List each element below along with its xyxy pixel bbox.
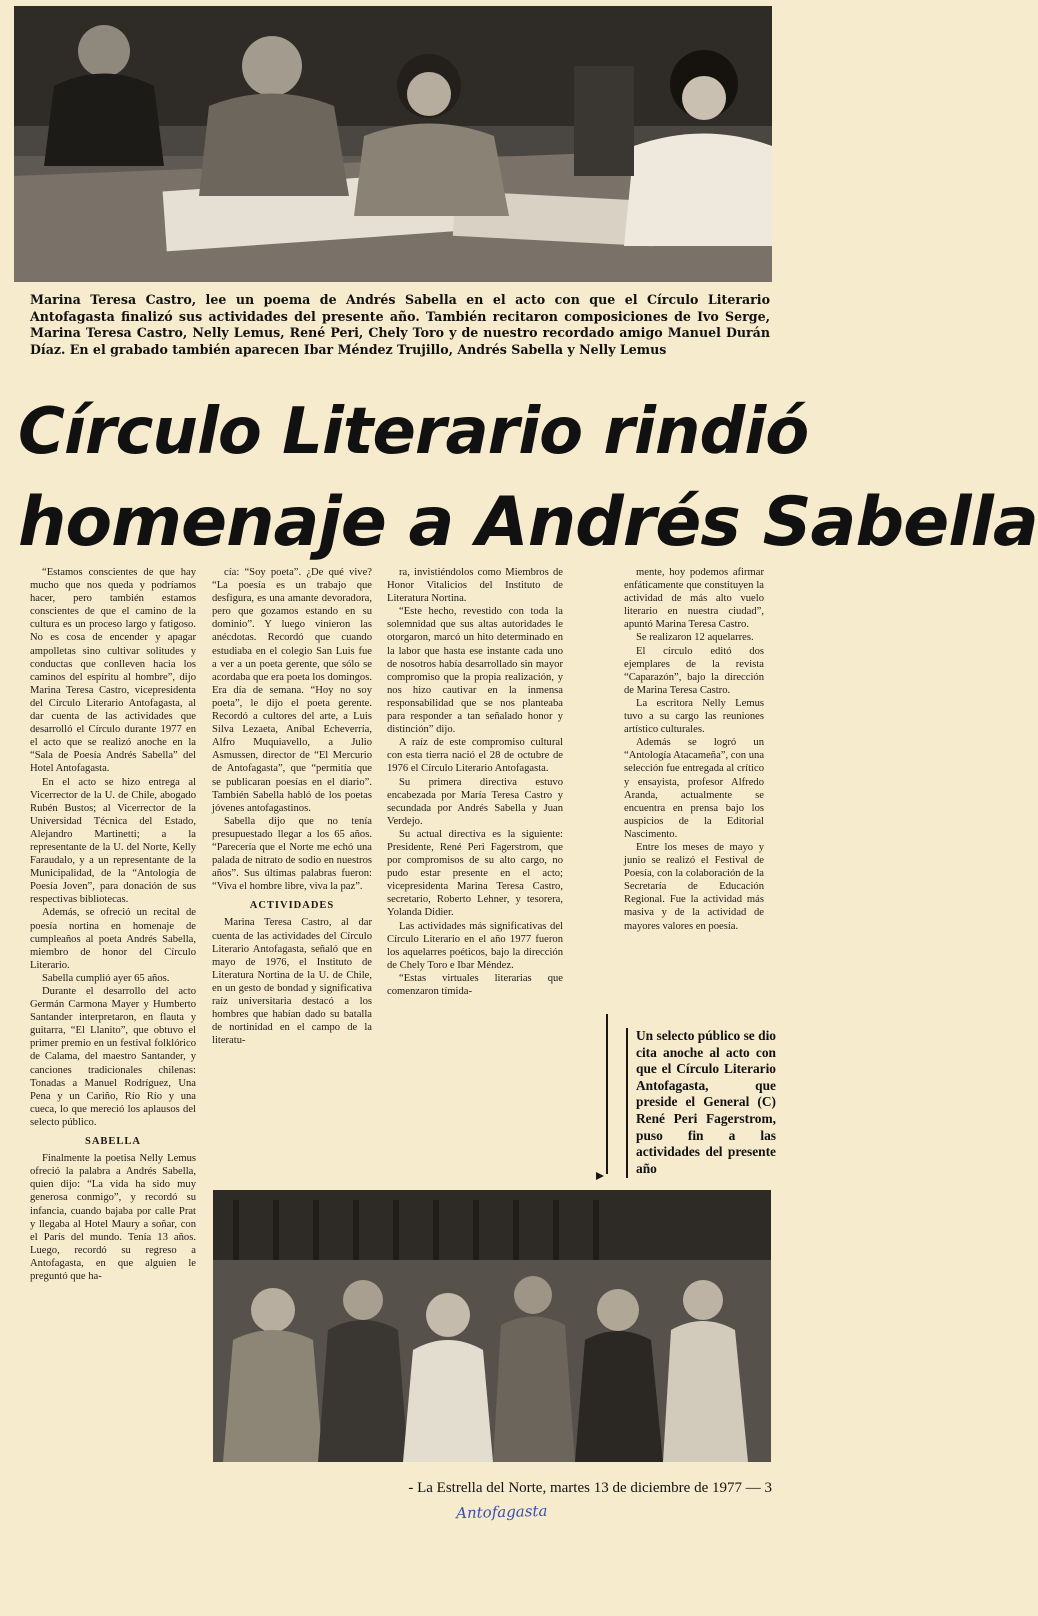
article-column-2: [212, 566, 372, 1182]
paragraph: Las actividades más significativas del Círculo Literario en el año 1977 fueron los aquelarres poéticos, bajo la dirección de Chely Toro e Ibar Méndez.: [387, 920, 563, 971]
paragraph: La escritora Nelly Lemus tuvo a su cargo las reuniones artístico culturales.: [624, 697, 764, 736]
paragraph: Su primera directiva estuvo encabezada por María Teresa Castro y secundada por Andrés Sabella y Juan Verdejo.: [387, 776, 563, 827]
paragraph: “Estas virtuales literarias que comenzaron tímida-: [387, 972, 563, 997]
paragraph: Además, se ofreció un recital de poesía nortina en homenaje de cumpleaños al poeta Andrés Sabella, miembro de honor del Círculo Literario.: [30, 907, 196, 971]
paragraph: Marina Teresa Castro, al dar cuenta de las actividades del Círculo Literario Antofagasta, señaló que en mayo de 1976, el Instituto de Literatura Nortina de la U. de Chile, en un gesto de bondad y significativa raíz universitaria destacó a los hombres que habían dado su batalla de nortinidad en el campo de la literatu-: [212, 917, 372, 1047]
paragraph: mente, hoy podemos afirmar enfáticamente que constituyen la actividad de más alto vuelo literario en nuestra ciudad”, apuntó Marina Teresa Castro.: [624, 567, 764, 631]
subhead-sabella: SABELLA: [84, 1136, 142, 1148]
paragraph: “Este hecho, revestido con toda la solemnidad que sus altas autoridades le otorgaron, marcó un hito determinado en la labor que hasta ese instante cada uno de nosotros había desarrollado sin mayor compromiso que la propia realización, y nos hizo cautivar en la inmensa responsabilidad que se nos planteaba para responder a tan señalado honor y distinción” dijo.: [387, 606, 563, 736]
headline-line-2: homenaje a Andrés Sabella: [18, 483, 1038, 562]
subhead-actividades: ACTIVIDADES: [249, 900, 335, 912]
bottom-photo: [213, 1190, 771, 1462]
bottom-photo-image: [213, 1190, 771, 1462]
newspaper-dateline: - La Estrella del Norte, martes 13 de diciembre de 1977 — 3: [408, 1480, 772, 1496]
paragraph: Su actual directiva es la siguiente: Presidente, René Peri Fagerstrom, que por compromisos de su alto cargo, no pudo estar presente en el acto; vicepresidenta Marina Teresa Castro, secretario, Roberto Lehner, y tesorera, Yolanda Didier.: [387, 828, 563, 919]
top-photo-image: [14, 6, 772, 282]
article-column-1: [30, 566, 196, 1580]
paragraph: En el acto se hizo entrega al Vicerrector de la U. de Chile, abogado Rubén Bustos; al Vicerrector de la Universidad Técnica del Estado, Alejandro Martinetti; a la representante de la U. del Norte, Kelly Faraudalo, y a un representante de la Municipalidad, de la “Antología de Poesía Joven”, para donación de sus respectivas bibliotecas.: [30, 776, 196, 906]
paragraph: Sabella dijo que no tenía presupuestado llegar a los 65 años. “Parecería que el Norte me echó una palada de nitrato de sodio en nuestros años”. Sus últimas palabras fueron: “Viva el hombre libre, viva la paz”.: [212, 815, 372, 893]
handwritten-annotation: Antofagasta: [455, 1501, 548, 1523]
paragraph: Entre los meses de mayo y junio se realizó el Festival de Poesía, con la colaboración de la Secretaría de Educación Regional. Fue la actividad más masiva y de la actividad de mayores valores en poesía.: [624, 841, 764, 932]
top-photo: [14, 6, 772, 282]
article-column-3: [387, 566, 563, 1178]
photo-caption: Marina Teresa Castro, lee un poema de Andrés Sabella en el acto con que el Círculo Literario Antofagasta finalizó sus actividades del presente año. También recitaron composiciones de Ivo Serge, Marina Teresa Castro, Nelly Lemus, René Peri, Chely Toro y de nuestro recordado amigo Manuel Durán Díaz. En el grabado también aparecen Ibar Méndez Trujillo, Andrés Sabella y Nelly Lemus: [30, 292, 770, 357]
article-column-4: [624, 566, 764, 1018]
paragraph: cía: “Soy poeta”. ¿De qué vive? “La poesía es un trabajo que desfigura, es una amante devoradora, pero que gozamos estando en su dominio”. Y luego vinieron las anécdotas. Recordó que cuando estudiaba en el colegio San Luis fue a ver a un poeta gerente, que sólo se acordaba que era poeta los domingos. Era día de semana. “Hoy no soy poeta”, le dijo el poeta gerente. Recordó a cultores del arte, a Luis Silva Lezaeta, Aníbal Echeverría, Alfro Muquiavello, a Julio Asmussen, director de “El Mercurio de Antofagasta”, que “permitía que se publicaran poesías en el diario”. También Sabella habló de los poetas jóvenes antofagastinos.: [212, 567, 372, 814]
paragraph: Además se logró un “Antología Atacameña”, con una selección fue entregada al crítico y ensayista, profesor Alfredo Aranda, actualmente se encuentra en prensa bajo los auspicios de la Editorial Nascimento.: [624, 737, 765, 840]
paragraph: ra, invistiéndolos como Miembros de Honor Vitalicios del Instituto de Literatura Nortina.: [387, 567, 563, 605]
paragraph: Finalmente la poetisa Nelly Lemus ofreció la palabra a Andrés Sabella, quien dijo: “La vida ha sido muy generosa conmigo”, y recordó su infancia, cuando bajaba por calle Prat y llegaba al Hotel Maury a soñar, con el París del mundo. Tenía 13 años. Luego, recordó su regreso a Antofagasta, en que alguien le preguntó que ha-: [30, 1153, 196, 1282]
pull-quote: Un selecto público se dio cita anoche al acto con que el Círculo Literario Antofagasta, que preside el General (C) René Peri Fagerstrom, puso fin a las actividades del presente año: [626, 1028, 776, 1178]
headline-line-1: Círculo Literario rindió: [18, 395, 809, 469]
paragraph: “Estamos conscientes de que hay mucho que nos queda y podríamos hacer, pero también estamos conscientes de que el camino de la cultura es un proceso largo y fatigoso. No es cosa de encender y apagar ampolletas sino cultivar solitudes y conductas que conlleven hacia los caminos del espíritu al hombre”, dijo Marina Teresa Castro, vicepresidenta del Círculo Literario Antofagasta, al dar cuenta de las actividades que desarrolló el Círculo durante 1977 en el acto que se realizó anoche en la “Sala de Poesía Andrés Sabella” del Hotel Antofagasta.: [30, 567, 196, 775]
paragraph: Sabella cumplió ayer 65 años.: [42, 972, 170, 984]
paragraph: Durante el desarrollo del acto Germán Carmona Mayer y Humberto Santander interpretaron, en flauta y guitarra, “El Llanito”, que obtuvo el primer premio en un festival folklórico de Calama, del maestro Santander, y canciones tradicionales chilenas: Tonadas a Manuel Rodríguez, Una Pena y un Cariño, Río Río y una cueca, lo que mereció los aplausos del selecto público.: [30, 986, 196, 1128]
pullquote-rule: [606, 1014, 608, 1174]
paragraph: El círculo editó dos ejemplares de la revista “Caparazón”, bajo la dirección de Marina Teresa Castro.: [624, 645, 764, 696]
rule-arrow-icon: [596, 1172, 604, 1180]
paragraph: Se realizaron 12 aquelarres.: [636, 632, 754, 644]
paragraph: A raíz de este compromiso cultural con esta tierra nació el 28 de octubre de 1976 el Círculo Literario Antofagasta.: [387, 737, 563, 775]
